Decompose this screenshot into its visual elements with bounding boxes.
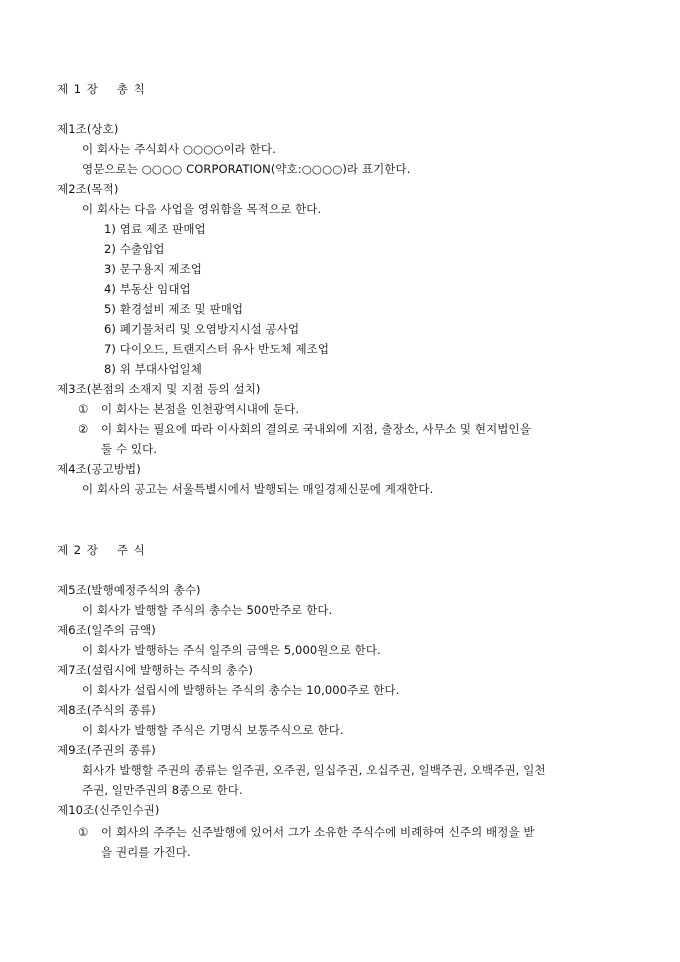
list-item: 3) 문구용지 제조업 — [104, 262, 202, 276]
article-text: 이 회사가 발행할 주식의 총수는 500만주로 한다. — [82, 603, 333, 617]
article-heading: 제1조(상호) — [57, 122, 119, 136]
article-heading: 제10조(신주인수권) — [57, 803, 160, 817]
article-heading: 제2조(목적) — [57, 182, 119, 196]
list-item: 7) 다이오드, 트랜지스터 유사 반도체 제조업 — [104, 342, 330, 356]
clause-text: 이 회사는 본점을 인천광역시내에 둔다. — [101, 402, 300, 416]
chapter-number: 제 2 장 — [57, 543, 99, 557]
clause-text: 이 회사는 필요에 따라 이사회의 결의로 국내외에 지점, 출장소, 사무소 및 현지법인을 — [101, 422, 531, 436]
chapter-title: 총 칙 — [116, 82, 146, 96]
clause-mark: ① — [78, 402, 89, 416]
clause-text-continued: 을 권리를 가진다. — [101, 845, 191, 859]
article-text: 이 회사의 공고는 서울특별시에서 발행되는 매일경제신문에 게재한다. — [82, 482, 434, 496]
list-item: 4) 부동산 임대업 — [104, 282, 191, 296]
list-item: 8) 위 부대사업일체 — [104, 362, 202, 376]
clause-mark: ① — [78, 825, 89, 839]
article-text: 회사가 발행할 주권의 종류는 일주권, 오주권, 일십주권, 오십주권, 일백주권, 오백주권, 일천 — [82, 763, 546, 777]
list-item: 2) 수출입업 — [104, 242, 165, 256]
article-heading: 제6조(일주의 금액) — [57, 623, 156, 637]
article-heading: 제5조(발행예정주식의 총수) — [57, 583, 201, 597]
article-heading: 제8조(주식의 종류) — [57, 703, 156, 717]
chapter-heading — [57, 543, 146, 557]
list-item: 1) 염료 제조 판매업 — [104, 222, 206, 236]
chapter-title: 주 식 — [116, 543, 146, 557]
article-text: 이 회사가 설립시에 발행하는 주식의 총수는 10,000주로 한다. — [82, 683, 400, 697]
list-item: 5) 환경설비 제조 및 판매업 — [104, 302, 244, 316]
list-item: 6) 폐기물처리 및 오염방지시설 공사업 — [104, 322, 300, 336]
article-text: 이 회사는 다음 사업을 영위함을 목적으로 한다. — [82, 202, 322, 216]
article-text-continued: 주권, 일만주권의 8종으로 한다. — [82, 783, 243, 797]
article-heading: 제7조(설립시에 발행하는 주식의 총수) — [57, 663, 253, 677]
article-text: 이 회사가 발행할 주식은 기명식 보통주식으로 한다. — [82, 723, 344, 737]
chapter-heading — [57, 82, 146, 96]
article-heading: 제9조(주권의 종류) — [57, 743, 156, 757]
clause-text: 이 회사의 주주는 신주발행에 있어서 그가 소유한 주식수에 비례하여 신주의 배정을 받 — [101, 825, 535, 839]
chapter-number: 제 1 장 — [57, 82, 99, 96]
article-heading: 제3조(본점의 소재지 및 지점 등의 설치) — [57, 382, 261, 396]
clause-text-continued: 둘 수 있다. — [101, 442, 158, 456]
article-text: 이 회사는 주식회사 ○○○○이라 한다. — [82, 142, 276, 156]
article-heading: 제4조(공고방법) — [57, 462, 141, 476]
article-text: 영문으로는 ○○○○ CORPORATION(약호:○○○○)라 표기한다. — [82, 162, 411, 176]
article-text: 이 회사가 발행하는 주식 일주의 금액은 5,000원으로 한다. — [82, 643, 381, 657]
clause-mark: ② — [78, 422, 89, 436]
